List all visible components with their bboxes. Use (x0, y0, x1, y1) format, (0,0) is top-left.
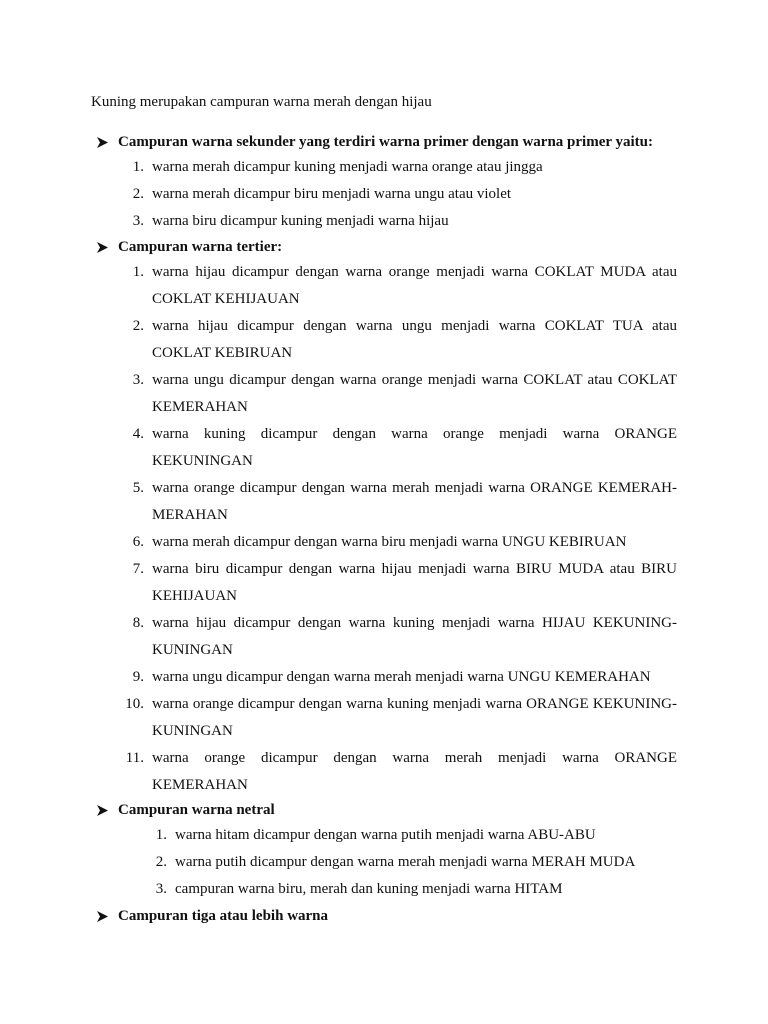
list-item-text: warna putih dicampur dengan warna merah menjadi warna MERAH MUDA (175, 854, 636, 870)
list-item-number: 2. (132, 318, 144, 334)
list-item-text: warna merah dicampur kuning menjadi warna orange atau jingga (152, 159, 543, 175)
section-tertiary-colors (91, 237, 691, 799)
section-three-or-more-colors (91, 906, 691, 926)
arrowhead-bullet-icon (96, 132, 112, 152)
list-item (132, 181, 691, 208)
list-item (132, 475, 691, 529)
list-item-number: 1. (155, 827, 167, 843)
list-item (132, 208, 691, 235)
arrowhead-bullet-icon (96, 906, 112, 926)
section-heading (91, 132, 691, 152)
list-item (132, 556, 691, 610)
list-item-text: warna ungu dicampur dengan warna merah menjadi warna UNGU KEMERAHAN (152, 669, 651, 685)
list-item-number: 8. (132, 615, 144, 631)
list-item-text: warna merah dicampur dengan warna biru menjadi warna UNGU KEBIRUAN (152, 534, 627, 550)
list-item-text: warna biru dicampur kuning menjadi warna hijau (152, 213, 449, 229)
list-item-text: warna merah dicampur biru menjadi warna ungu atau violet (152, 186, 512, 202)
list-item (132, 610, 691, 664)
section-heading-text: Campuran tiga atau lebih warna (118, 908, 329, 924)
list-item-number: 11. (125, 750, 144, 766)
list-item-number: 5. (132, 480, 144, 496)
list-item-text: warna kuning dicampur dengan warna orange menjadi warna ORANGE KEKUNINGAN (152, 426, 677, 469)
arrowhead-bullet-icon (96, 800, 112, 820)
section-heading-text: Campuran warna tertier: (118, 239, 283, 255)
section-heading (91, 237, 691, 257)
list-item (132, 367, 691, 421)
list-item (155, 849, 691, 876)
list-item-number: 3. (132, 213, 144, 229)
list-item-text: warna hijau dicampur dengan warna ungu menjadi warna COKLAT TUA atau COKLAT KEBIRUAN (152, 318, 677, 361)
list-item (132, 154, 691, 181)
numbered-list (91, 822, 691, 903)
list-item-number: 3. (155, 881, 167, 897)
list-item-number: 2. (155, 854, 167, 870)
list-item-text: warna orange dicampur dengan warna kuning menjadi warna ORANGE KEKUNING-KUNINGAN (152, 696, 677, 739)
list-item-text: warna orange dicampur dengan warna merah menjadi warna ORANGE KEMERAH-MERAHAN (152, 480, 677, 523)
arrowhead-bullet-icon (96, 237, 112, 257)
list-item-number: 6. (132, 534, 144, 550)
list-item-text: warna hijau dicampur dengan warna orange menjadi warna COKLAT MUDA atau COKLAT KEHIJAUAN (152, 264, 677, 307)
list-item-text: campuran warna biru, merah dan kuning menjadi warna HITAM (175, 881, 563, 897)
section-heading (91, 906, 691, 926)
list-item (132, 529, 691, 556)
list-item-text: warna hitam dicampur dengan warna putih menjadi warna ABU-ABU (175, 827, 596, 843)
list-item-number: 9. (132, 669, 144, 685)
list-item (155, 876, 691, 903)
list-item-text: warna hijau dicampur dengan warna kuning menjadi warna HIJAU KEKUNING-KUNINGAN (152, 615, 677, 658)
list-item-number: 10. (125, 696, 144, 712)
list-item (132, 664, 691, 691)
list-item-number: 3. (132, 372, 144, 388)
list-item-number: 1. (132, 159, 144, 175)
section-heading-text: Campuran warna netral (118, 802, 275, 818)
numbered-list (91, 154, 691, 235)
list-item (155, 822, 691, 849)
list-item (132, 259, 691, 313)
list-item-number: 2. (132, 186, 144, 202)
list-item (132, 313, 691, 367)
section-heading (91, 800, 691, 820)
list-item-text: warna biru dicampur dengan warna hijau menjadi warna BIRU MUDA atau BIRU KEHIJAUAN (152, 561, 677, 604)
section-neutral-colors (91, 800, 691, 903)
list-item-number: 1. (132, 264, 144, 280)
list-item (132, 421, 691, 475)
list-item-number: 4. (132, 426, 144, 442)
list-item (125, 745, 691, 799)
intro-paragraph: Kuning merupakan campuran warna merah dengan hijau (91, 94, 432, 110)
list-item-text: warna orange dicampur dengan warna merah menjadi warna ORANGE KEMERAHAN (152, 750, 677, 793)
list-item-text: warna ungu dicampur dengan warna orange menjadi warna COKLAT atau COKLAT KEMERAHAN (152, 372, 677, 415)
list-item (125, 691, 691, 745)
section-secondary-colors (91, 132, 691, 235)
list-item-number: 7. (132, 561, 144, 577)
section-heading-text: Campuran warna sekunder yang terdiri warna primer dengan warna primer yaitu: (118, 134, 654, 150)
numbered-list (91, 259, 691, 799)
